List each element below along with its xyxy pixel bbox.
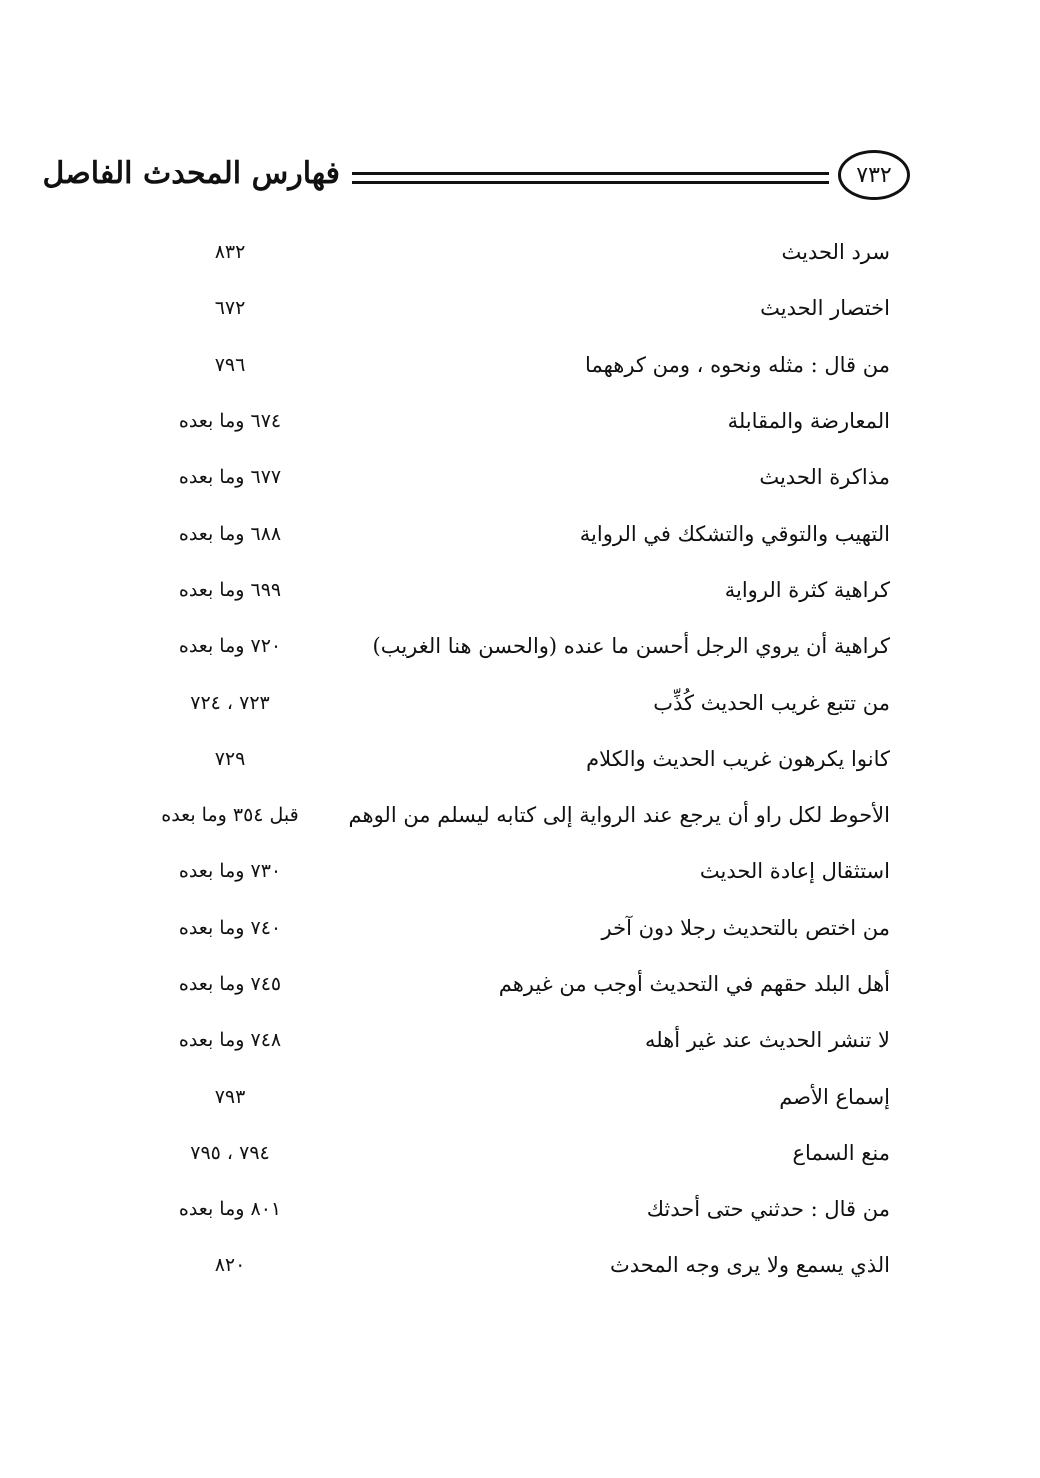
entry-title: إسماع الأصم (779, 1084, 890, 1109)
page-number: ٧٣٢ (856, 162, 892, 188)
entry-title: منع السماع (792, 1140, 890, 1165)
entry-title: من قال : حدثني حتى أحدثك (646, 1197, 890, 1222)
entry-pages: ٨٢٠ (214, 1254, 246, 1277)
entry-pages: ٦٧٤ وما بعده (178, 410, 282, 433)
entry-title: من تتبع غريب الحديث كُذِّب (653, 690, 890, 715)
entry-title: من قال : مثله ونحوه ، ومن كرههما (585, 352, 890, 377)
entry-title: اختصار الحديث (760, 296, 890, 321)
entry-pages: ٧٢٠ وما بعده (178, 635, 282, 658)
entry-pages: ٧٤٠ وما بعده (178, 916, 282, 939)
entry-pages: ٧٢٣ ، ٧٢٤ (190, 691, 270, 714)
index-row (140, 280, 890, 336)
entry-title: الذي يسمع ولا يرى وجه المحدث (609, 1253, 890, 1278)
entry-title: المعارضة والمقابلة (727, 409, 890, 434)
entry-title: لا تنشر الحديث عند غير أهله (644, 1028, 890, 1053)
index-row (140, 1181, 890, 1237)
index-row (140, 731, 890, 787)
entry-title: أهل البلد حقهم في التحديث أوجب من غيرهم (498, 972, 890, 996)
index-row (140, 449, 890, 505)
index-row (140, 787, 890, 843)
entry-pages: ٧٢٩ (214, 747, 246, 770)
entry-title: من اختص بالتحديث رجلا دون آخر (601, 915, 890, 940)
index-list (140, 224, 890, 1294)
index-row (140, 618, 890, 674)
entry-title: كانوا يكرهون غريب الحديث والكلام (586, 746, 890, 771)
entry-pages: ٦٧٧ وما بعده (178, 466, 282, 489)
entry-title: كراهية أن يروي الرجل أحسن ما عنده (والحسن هنا الغريب) (372, 634, 890, 659)
entry-title: الأحوط لكل راو أن يرجع عند الرواية إلى كتابه ليسلم من الوهم (348, 803, 890, 828)
entry-pages: ٦٧٢ (214, 297, 246, 320)
index-row (140, 1125, 890, 1181)
index-row (140, 843, 890, 899)
entry-title: كراهية كثرة الرواية (724, 577, 890, 602)
entry-pages: ٧٤٥ وما بعده (178, 973, 282, 995)
index-row (140, 1068, 890, 1124)
entry-title: مذاكرة الحديث (759, 465, 890, 490)
index-row (140, 1012, 890, 1068)
entry-pages: ٦٨٨ وما بعده (178, 522, 282, 545)
entry-pages: ٧٩٣ (214, 1085, 246, 1108)
entry-title: استثقال إعادة الحديث (699, 859, 890, 884)
entry-pages: ٦٩٩ وما بعده (178, 578, 282, 601)
header-rule-top (352, 172, 829, 175)
index-row (140, 337, 890, 393)
book-title: فهارس المحدث الفاصل (42, 156, 340, 191)
entry-pages: ٨٣٢ (214, 241, 246, 264)
index-row (140, 224, 890, 280)
index-row (140, 956, 890, 1012)
entry-pages: ٧٩٤ ، ٧٩٥ (190, 1141, 270, 1164)
index-row (140, 393, 890, 449)
entry-pages: ٧٤٨ وما بعده (178, 1029, 282, 1052)
entry-pages: ٧٩٦ (214, 353, 246, 376)
index-row (140, 562, 890, 618)
page-number-badge (838, 150, 910, 200)
index-row (140, 900, 890, 956)
index-row (140, 505, 890, 561)
entry-pages: قبل ٣٥٤ وما بعده (161, 804, 299, 827)
entry-title: سرد الحديث (781, 240, 890, 265)
header-rule-bottom (352, 181, 829, 184)
entry-title: التهيب والتوقي والتشكك في الرواية (579, 521, 890, 546)
entry-pages: ٧٣٠ وما بعده (178, 860, 282, 883)
index-row (140, 674, 890, 730)
page-header (42, 150, 910, 210)
index-row (140, 1237, 890, 1293)
entry-pages: ٨٠١ وما بعده (178, 1198, 282, 1221)
